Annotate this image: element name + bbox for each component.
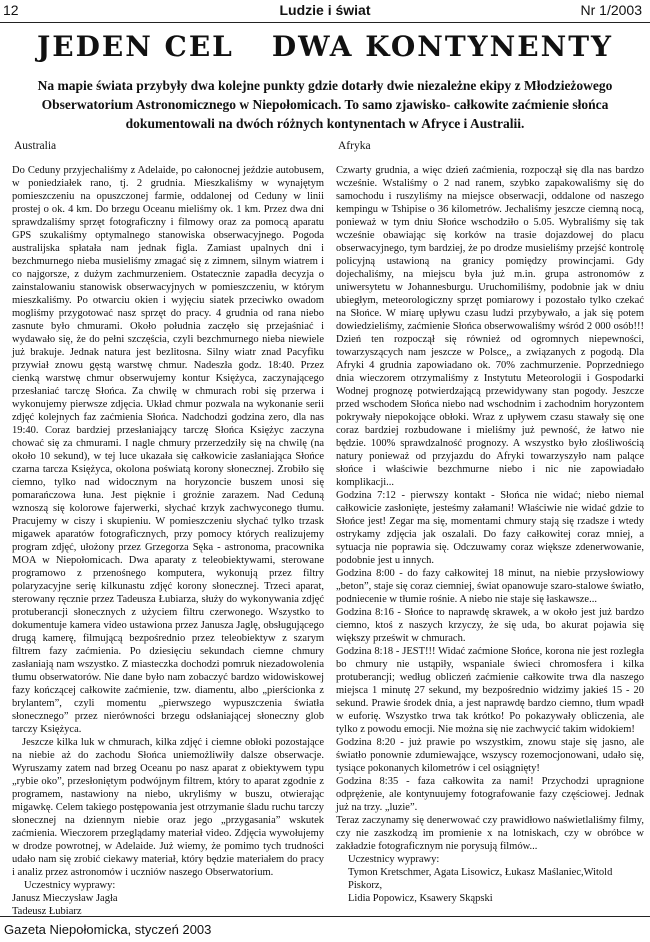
page-footer [0,920,650,940]
australia-column [12,164,324,917]
participants-label: Uczestnicy wyprawy: [24,880,116,891]
participant-name: Janusz Mieczysław Jagła [12,893,118,904]
participants-line: Lidia Popowicz, Ksawery Skąpski [348,893,493,904]
issue-number: Nr 1/2003 [580,2,642,18]
publication-name: Gazeta Niepołomicka, styczeń 2003 [4,922,212,937]
article-lead: Na mapie świata przybyły dwa kolejne punkty gdzie dotarły dwie niezależne ekipy z Młodzieżowego Obserwatorium Astronomicznego w Niepołomicach. To samo zjawisko- całkowite zaćmienie słońca dokumentowali na dwóch różnych kontynentach w Afryce i Australii. [37,78,613,131]
africa-paragraph: Czwarty grudnia, a więc dzień zaćmienia, rozpoczął się dla nas bardzo wcześnie. Wstaliśmy o 2 nad ranem, szybko zapakowaliśmy się do samochodu i ruszyliśmy na miejsce obserwacji, oddalone od naszego kempingu w Tshipise o 36 kilometrów. Jechaliśmy jeszcze ciemną nocą, ponieważ w tym dniu Słońce wschodziło o 5.05. Wybraliśmy się tak wcześnie obawiając się korków na trasie dojazdowej do placu obserwacyjnego, tym bardziej, że po drodze musieliśmy przejść kontrolę policyjną ustawioną na granicy pomiędzy prowincjami. Gdy dojechaliśmy, na miejscu była już m.in. grupa astronomów z uniwersytetu w Johannesburgu. Uruchomiliśmy, podobnie jak w dniu ubiegłym, meteorologiczny sprzęt pomiarowy i pozostało tylko czekać na Słońce. W miarę upływu czasu ludzi przybywało, a jak się potem dowiedzieliśmy, zaćmienie Słońca obserwowaliśmy wśród 2 000 osób!!! Dzień ten rozpoczął się również od ogromnych niepewności, towarzyszących nam jeszcze w Polsce,, a związanych z pogodą. Dla Afryki 4 grudnia zapowiadano ok. 70% zachmurzenie. Poprzedniego dnia wieczorem otrzymaliśmy z Instytutu Meteorologii i Gospodarki Wodnej prognozę potwierdzającą przewidywany stan pogody. Jeszcze przed wschodem Słońca niebo nad wschodnim i zachodnim horyzontem pokrywały niepokojące obłoki. Wraz z upływem czasu stawały się one coraz bardziej rozbudowane i mieliśmy już pewność, że łatwo nie będzie. 100% sprawdzalność prognozy. A wszystko było złośliwością natury ponieważ od przyjazdu do Afryki towarzyszyło nam palące słońce i właściwie bezchmurne niebo i nic nie zapowiadało komplikacji... [336,165,644,488]
footer-rule [0,916,650,917]
page-number: 12 [3,2,19,18]
page-header [0,0,650,22]
africa-column [336,164,644,906]
title-part-one: JEDEN CEL [36,30,234,63]
right-column-label: Afryka [338,140,371,152]
participants-label: Uczestnicy wyprawy: [348,854,440,865]
article-title [20,30,630,68]
africa-paragraph: Godzina 8:20 - już prawie po wszystkim, znowu staje się jasno, ale światło ponownie zdumiewające, wszyscy rozemocjonowani, udało się, tysiące pokonanych kilometrów i cel osiągnięty! [336,737,644,774]
title-part-two: DWA KONTYNENTY [271,30,614,63]
africa-paragraph: Godzina 7:12 - pierwszy kontakt - Słońca nie widać; niebo niemal całkowicie zasłonięte, jesteśmy załamani! Właściwie nie widać gdzie to Słońce jest! Zegar ma się, momentami chmury stają się rzadsze i wtedy ostrykamy zdjęcia jak oszalali. Do fazy całkowitej coraz mniej, a sytuacja nie poprawia się. Odczuwamy coraz większe zdenerwowanie, podobnie jest u innych. [336,490,644,566]
australia-paragraph: Jeszcze kilka luk w chmurach, kilka zdjęć i ciemne obłoki pozostające na niebie aż do zachodu Słońca uniemożliwiły dalsze obserwacje. Wyruszamy zatem nad brzeg Oceanu po nasz aparat z obiektywem typu „rybie oko”, przesłoniętym podwójnym filtrem, który to aparat zgodnie z programem, nastawiony na niebo, ukryliśmy w buszu, otwierając migawkę. Celem takiego postępowania jest otrzymanie śladu ruchu tarczy słonecznej na dziennym niebie oraz jego „przygasania” wskutek zaćmienia. Wieczorem przeglądamy materiał video. Zdjęcia wywołujemy w drodze powrotnej, w Adelaide. Już wiemy, że pomimo tych trudności udało nam się zrobić ciekawy materiał, który będzie materiałem do pracy i analiz przez astronomów i uczniów naszego Obserwatorium. [12,737,324,878]
africa-paragraph: Godzina 8:00 - do fazy całkowitej 18 minut, na niebie przysłowiowy „beton”, staje się coraz ciemniej, świat opanowuje szaro-stalowe światło, podniecenie w tłumie rośnie. A niebo nie staje się łaskawsze... [336,568,644,605]
section-title: Ludzie i świat [279,2,371,18]
australia-paragraph: Do Ceduny przyjechaliśmy z Adelaide, po całonocnej jeździe autobusem, w poniedziałek rano, tj. 2 grudnia. Mieszkaliśmy w wynajętym pomieszczeniu na opuszczonej farmie, oddalonej od Ceduny w linii prostej o ok. 4 km. Do brzegu Oceanu mieliśmy ok. 1 km. Przez dwa dni sprawdzaliśmy sprzęt fotograficzny i filmowy oraz za pomocą aparatu GPS szukaliśmy optymalnego stanowiska obserwacyjnego. Pogoda australijska spłatała nam jednak figla. Zamiast upalnych dni i bezchmurnego nieba musieliśmy zmagać się z zimnem, silnym wiatrem i co najgorsze, z dużym zachmurzeniem. Ostatecznie zapadła decyzja o zainstalowaniu stanowisk obserwacyjnych w pomieszczeniu, w którym mieszkaliśmy. Po otwarciu okien i wyjęciu siatek przeciwko owadom mogliśmy przygotować nasz sprzęt do pracy. 4 grudnia od rana niebo zasnute było chmurami. Około południa zaczęło się przejaśniać i wydawało się, że do pełni szczęścia, czyli bezchmurnego nieba niewiele już brakuje. Jednak natura jest bezlitosna. Silny wiatr znad Pacyfiku przywiał znowu gęstą warstwę chmur. Nadeszła godz. 18:40. Przez cienką warstwę chmur obserwujemy kontur Księżyca, zaczynającego przesłaniać tarczę Słońca. Za chwilę w chmurach robi się przerwa i wykonujemy pierwsze zdjęcia. Układ chmur pozwala na wykonanie serii zdjęć kolejnych faz zaćmienia Słońca. Nadchodzi godzina zero, dla nas 19:40. Coraz bardziej przesłaniający tarczę Słońca Księżyc zaczyna chować się za chmurami. I nagle chmury przerzedziły się na chwilę (na około 10 sekund), w tej luce ukazała się całkowicie zasłaniająca Słońce czarna tarcza Księżyca, okolona poświatą korony słonecznej. Zrobiło się ciemno, tylko nad widocznym na horyzoncie buszem unosi się pomarańczowa łuna. Jest pięknie i groźnie zarazem. Nad Ceduną wznoszą się kolorowe fajerwerki, słychać krzyk zachwyconego tłumu. Pracujemy w ciszy i skupieniu. W pomieszczeniu słychać tylko trzask migawek aparatów fotograficznych, przy pomocy których realizujemy program zdjęć, ułożony przez Grzegorza Sęka - astronoma, pracownika MOA w Niepołomicach. Dwa aparaty z teleobiektywami, sterowane programowo z przenośnego komputera, wykonują przez filtry polaryzacyjne serię kilkunastu zdjęć korony słonecznej. Trzeci aparat, sterowany ręcznie przez Tadeusza Łubiarza, służy do wykonywania zdjęć protuberancji słonecznych z użyciem filtru czerwonego. Wszystko to dokumentuje kamera video ustawiona przez Janusza Jaglę, obsługującego drugą kamerę, filmującą bezpośrednio przez teleobiektyw z szarym filtrem fazy zaćmienia. Po dziesięciu sekundach ciemne chmury zasłaniają nam wszystko. Z miasteczka dochodzi pomruk niezadowolenia tłumu obserwatorów. Nie dane było nam zobaczyć bardzo widowiskowej fazy kończącej całkowite zaćmienie, tzw. diamentu, albo „pierścionka z brylantem”, czyli momentu „pierwszego wypuszczenia światła słonecznego” przez nierówności brzegu odsłaniającej słoneczny glob tarczy Księżyca. [12,165,324,735]
left-column-label: Australia [14,140,57,152]
africa-paragraph: Godzina 8:16 - Słońce to naprawdę skrawek, a w około jest już bardzo ciemno, ktoś z naszych krzyczy, że się uda, bo akurat pojawia się większy prześwit w chmurach. [336,607,644,644]
participants-line: Tymon Kretschmer, Agata Lisowicz, Łukasz Maślaniec,Witold Piskorz, [348,867,613,891]
participant-name: Tadeusz Łubiarz [12,906,82,917]
header-rule [0,22,650,23]
africa-paragraph: Godzina 8:35 - faza całkowita za nami! Przychodzi upragnione odprężenie, ale kontynuujemy fotografowanie fazy częściowej. Jednak już na trzy. „luzie”. [336,776,644,813]
africa-paragraph: Godzina 8:18 - JEST!!! Widać zaćmione Słońce, korona nie jest rozległa bo chmury nie ustąpiły, wspaniale świeci chromosfera i kilka protuberancji; według obliczeń zaćmienie całkowite trwa dla naszego miejsca 1 minutę 27 sekund, my bezpośrednio widzimy jakieś 15 - 20 sekund. Prawie środek dnia, a jest naprawdę bardzo ciemno, tłum wpadł w euforię. Wszystko trwa tak krótko! Po pokazywały obliczenia, ale tylko z powodu emocji. Nie można się nie zachwycić takim widokiem! [336,646,644,735]
africa-paragraph: Teraz zaczynamy się denerwować czy prawidłowo naświetlaliśmy filmy, czy nie zaszkodzą im promienie x na lotniskach, czy w obróbce w zakładzie fotograficznym nie porysują filmów... [336,815,644,852]
